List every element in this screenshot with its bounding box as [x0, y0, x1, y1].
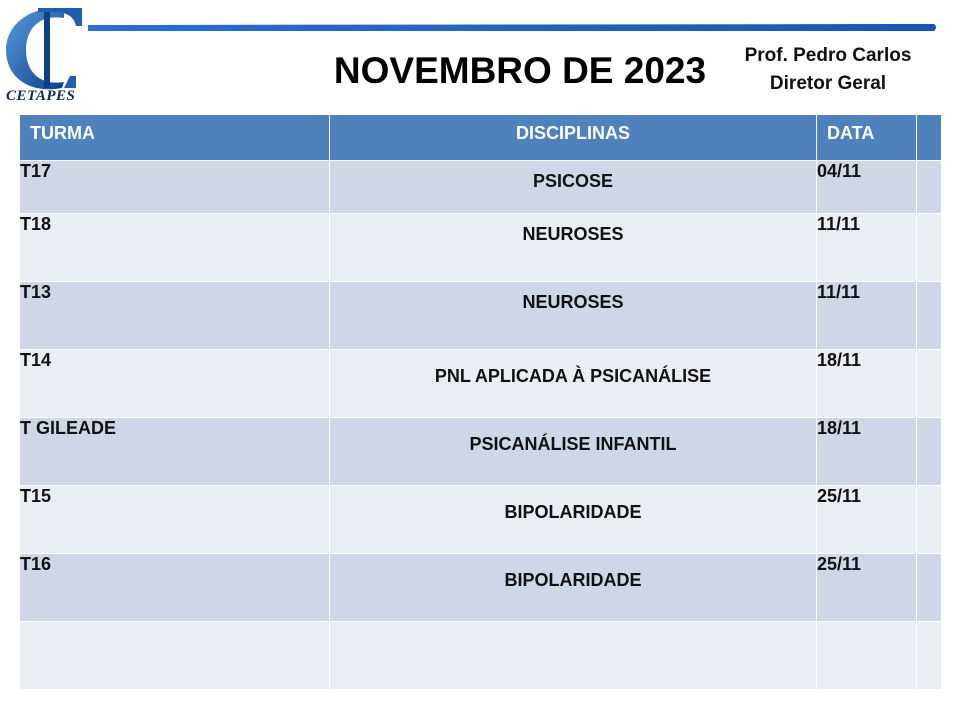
- column-header-data: DATA: [817, 115, 917, 161]
- table-row: [20, 214, 942, 282]
- table-row: [20, 282, 942, 350]
- header-line: [88, 21, 938, 35]
- cell-turma: T14: [20, 350, 330, 418]
- table-row: [20, 418, 942, 486]
- cell-data: 18/11: [817, 350, 917, 418]
- cell-disciplina: BIPOLARIDADE: [330, 554, 817, 622]
- cell-disciplina: NEUROSES: [330, 282, 817, 350]
- cell-disciplina: NEUROSES: [330, 214, 817, 282]
- table-row: [20, 350, 942, 418]
- cell-turma: T18: [20, 214, 330, 282]
- cell-extra: [917, 418, 942, 486]
- cell-turma: T15: [20, 486, 330, 554]
- cell-turma: T GILEADE: [20, 418, 330, 486]
- cell-extra: [917, 622, 942, 690]
- cell-extra: [917, 350, 942, 418]
- table-row: [20, 554, 942, 622]
- cell-extra: [917, 282, 942, 350]
- cell-extra: [917, 161, 942, 214]
- cell-data: 04/11: [817, 161, 917, 214]
- column-header-extra: [917, 115, 942, 161]
- cell-extra: [917, 486, 942, 554]
- cell-data: [817, 622, 917, 690]
- cell-data: 25/11: [817, 554, 917, 622]
- cell-turma: [20, 622, 330, 690]
- column-header-turma: TURMA: [20, 115, 330, 161]
- author-block: [720, 42, 936, 98]
- cell-disciplina: PNL APLICADA À PSICANÁLISE: [330, 350, 817, 418]
- table-row: [20, 161, 942, 214]
- cell-turma: T16: [20, 554, 330, 622]
- cell-data: 18/11: [817, 418, 917, 486]
- table-row: [20, 486, 942, 554]
- table-header-row: [20, 115, 942, 161]
- cell-disciplina: PSICANÁLISE INFANTIL: [330, 418, 817, 486]
- schedule-table: [19, 114, 942, 690]
- author-role: Diretor Geral: [769, 73, 887, 94]
- cell-data: 11/11: [817, 214, 917, 282]
- cell-turma: T17: [20, 161, 330, 214]
- author-name: Prof. Pedro Carlos: [744, 45, 912, 66]
- page-title: NOVEMBRO DE 2023: [333, 50, 707, 91]
- cell-extra: [917, 214, 942, 282]
- cell-turma: T13: [20, 282, 330, 350]
- cell-extra: [917, 554, 942, 622]
- cell-data: 11/11: [817, 282, 917, 350]
- column-header-disciplinas: DISCIPLINAS: [330, 115, 817, 161]
- cell-disciplina: [330, 622, 817, 690]
- cell-disciplina: PSICOSE: [330, 161, 817, 214]
- table-row: [20, 622, 942, 690]
- cell-data: 25/11: [817, 486, 917, 554]
- logo-text: CETAPES: [6, 88, 76, 104]
- cell-disciplina: BIPOLARIDADE: [330, 486, 817, 554]
